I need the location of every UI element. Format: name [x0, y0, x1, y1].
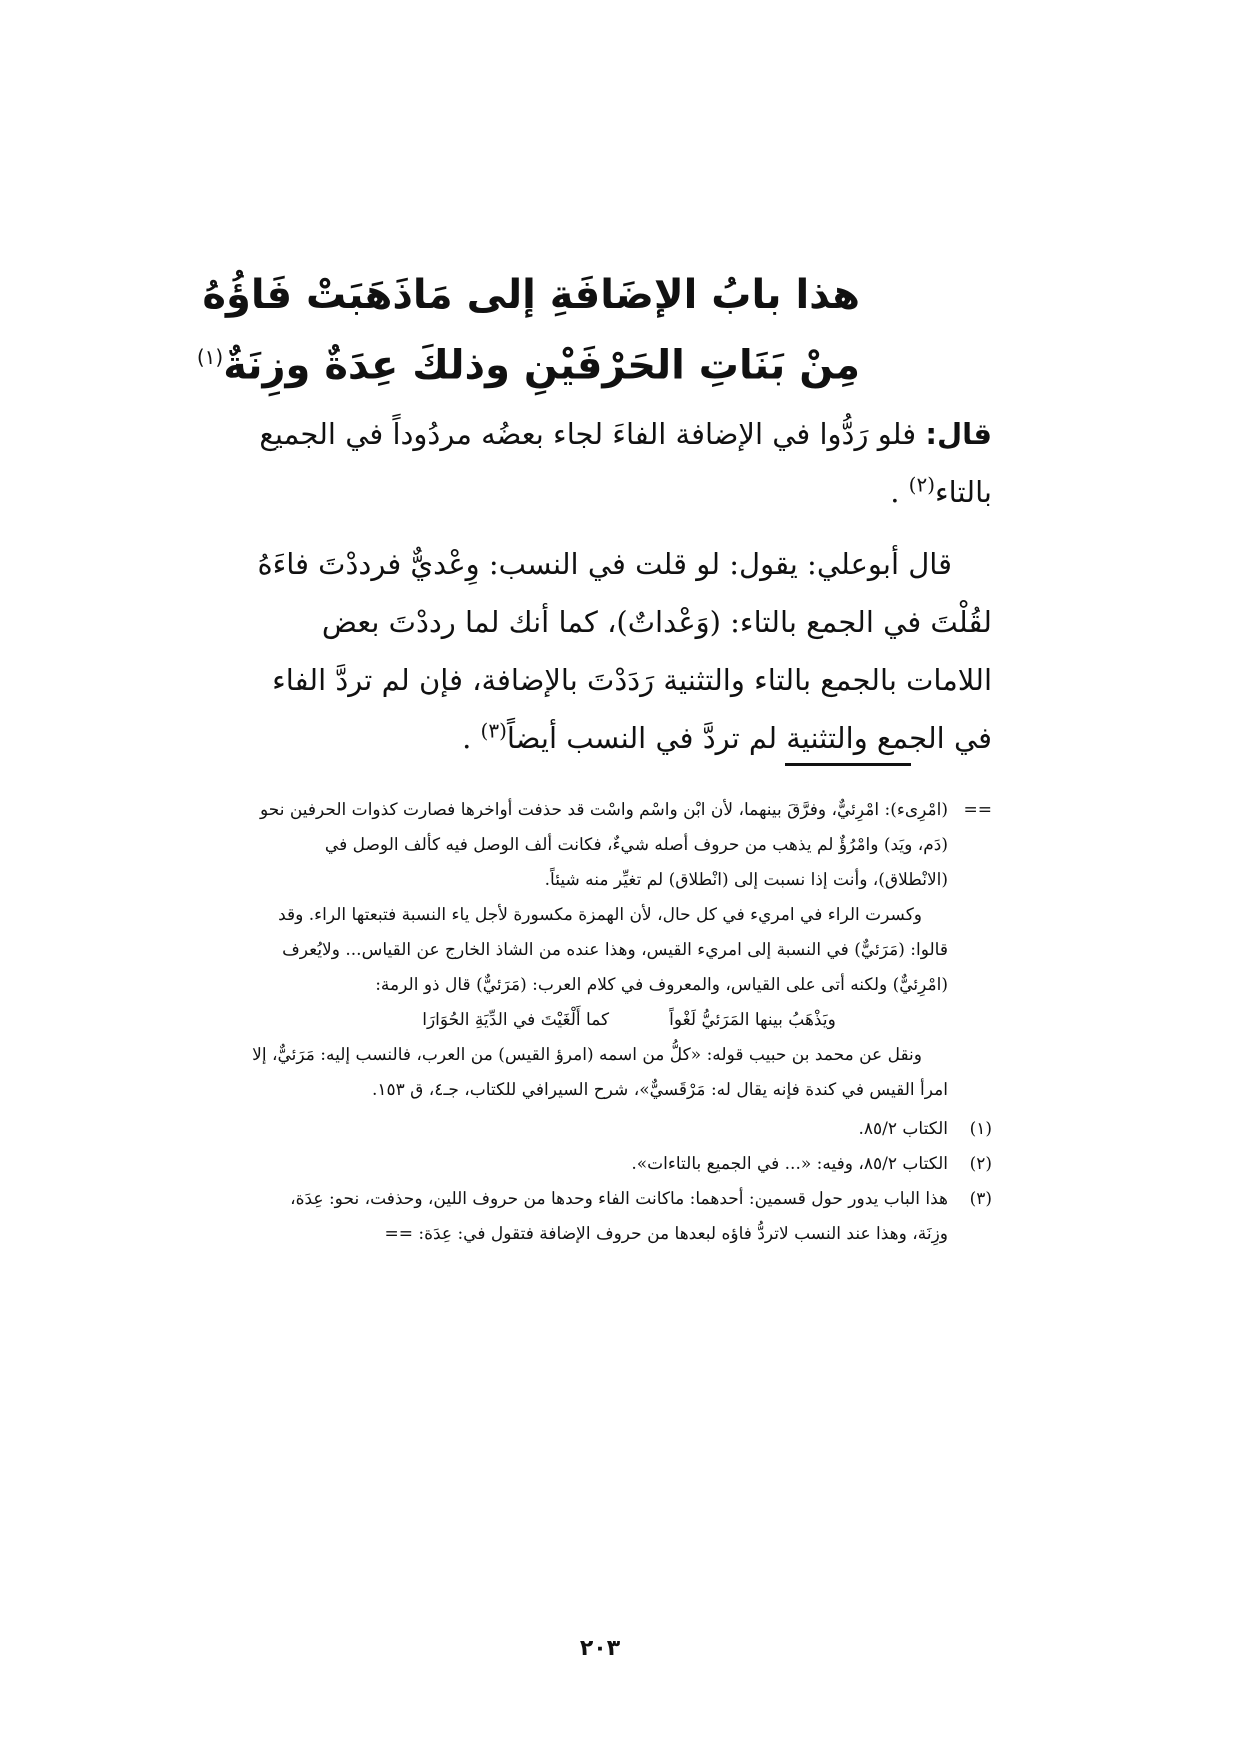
footnote-3 [250, 1182, 992, 1252]
footnote-para-2 [250, 898, 948, 1003]
footnote-2-text: الكتاب ٨٥/٢، وفيه: «... في الجميع بالتاءات». [631, 1154, 948, 1174]
footnote-3-marker: (٣) [969, 1189, 992, 1209]
chapter-title-line-2-text: مِنْ بَنَاتِ الحَرْفَيْنِ وذلكَ عِدَةٌ وزِنَةٌ [223, 342, 860, 389]
verse-hemistich-1: ويَذْهَبُ بينها المَرَئيُّ لَغْواً [669, 1010, 836, 1030]
footnote-ref-2: (٢) [908, 472, 936, 497]
continued-footnote-marker: == [963, 800, 992, 820]
footnote-ref-3: (٣) [480, 718, 507, 743]
footnote-1-text: الكتاب ٨٥/٢. [858, 1119, 948, 1139]
main-paragraph-1-end: . [890, 475, 900, 509]
footnote-para-2-text: وكسرت الراء في امريء في كل حال، لأن الهمزة مكسورة لأجل ياء النسبة فتبعتها الراء. وقد قالوا: (مَرَئيٌّ) في النسبة إلى امريء القيس، وهذا عنده من الشاذ الخارج عن القياس... ولايُعرف (امْرِئيٌّ) ولكنه أتى على القياس، والمعروف في كلام العرب: (مَرَئيٌّ) قال ذو الرمة: [278, 905, 948, 995]
chapter-title-line-2 [196, 327, 860, 395]
qala-label: قال: [925, 417, 992, 451]
main-paragraph-2-text: قال أبوعلي: يقول: لو قلت في النسب: وِعْديٌّ فرددْتَ فاءَهُ لقُلْتَ في الجمع بالتاء: (وَعْداتٌ)، كما أنك لما رددْتَ بعض اللامات بالجمع بالتاء والتثنية رَدَدْتَ بالإضافة، فإن لم تردَّ الفاء في الجمع والتثنية لم تردَّ في النسب أيضاً [257, 547, 992, 755]
page-number: ٢٠٣ [579, 1636, 621, 1661]
footnote-1-marker: (١) [969, 1119, 992, 1139]
main-paragraph-1-text: فلو رَدُّوا في الإضافة الفاءَ لجاء بعضُه مردُوداً في الجميع بالتاء [259, 417, 992, 509]
footnote-3-text: هذا الباب يدور حول قسمين: أحدهما: ماكانت الفاء وحدها من حروف اللين، وحذفت، نحو: عِدَة، وزِنَة، وهذا عند النسب لاتردُّ فاؤه لبعدها من حروف الإضافة فتقول في: عِدَة: == [290, 1189, 948, 1244]
chapter-title-line-1-text: هذا بابُ الإضَافَةِ إلى مَاذَهَبَتْ فَاؤُهُ [202, 272, 860, 318]
poetry-verse [250, 1003, 948, 1038]
verse-hemistich-2: كما أَلْغَيْتَ في الدِّيَةِ الحُوَارَا [422, 1010, 610, 1030]
footnote-1 [250, 1112, 992, 1147]
footnote-2 [250, 1147, 992, 1182]
footnote-para-3-text: ونقل عن محمد بن حبيب قوله: «كلُّ من اسمه (امرؤ القيس) من العرب، فالنسب إليه: مَرَئيٌّ، إلا امرأ القيس في كندة فإنه يقال له: مَرْقَسيٌّ»، شرح السيرافي للكتاب، جـ٤، ق ١٥٣. [252, 1045, 948, 1100]
main-paragraph-2 [250, 535, 992, 767]
continued-footnote-text: (امْرِىء): امْرِئيٌّ، وفرَّقَ بينهما، لأن ابْن واسْم واسْت قد حذفت أواخرها فصارت كذوات الحرفين نحو (دَم، ويَد) وامْرُؤٌ لم يذهب من حروف أصله شيءٌ، فكانت ألف الوصل فيه كألف الوصل في (الانْطلاق)، وأنت إذا نسبت إلى (انْطلاق) لم تغيِّر منه شيئاً. [259, 800, 948, 890]
main-paragraph-2-end: . [462, 721, 472, 755]
footnote-divider [785, 763, 911, 766]
continued-footnote [250, 793, 992, 1108]
footnotes [250, 793, 992, 1252]
footnote-2-marker: (٢) [969, 1154, 992, 1174]
footnote-para-3 [250, 1038, 948, 1108]
main-paragraph-1 [250, 405, 992, 521]
main-text [250, 405, 992, 767]
title-footnote-ref: (١) [196, 345, 224, 369]
chapter-title-line-1 [202, 265, 860, 325]
